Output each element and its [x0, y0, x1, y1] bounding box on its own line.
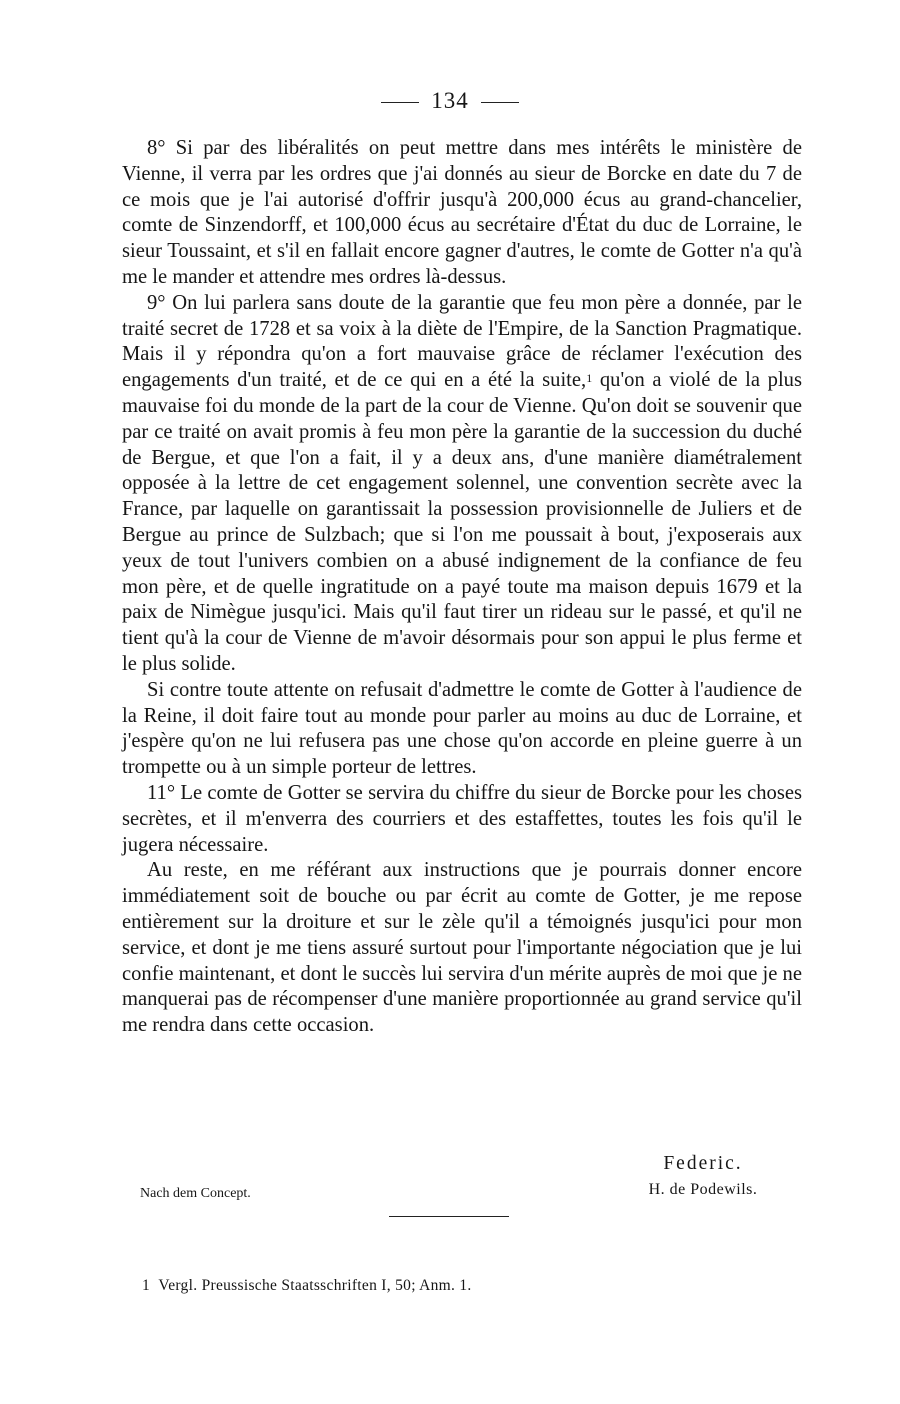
paragraph-9	[122, 291, 802, 678]
signature-area	[122, 1153, 802, 1213]
page-number: 134	[431, 88, 469, 113]
footnote-text: Vergl. Preussische Staatsschriften I, 50; Anm. 1.	[158, 1277, 472, 1294]
signature-block	[628, 1153, 778, 1199]
source-note: Nach dem Concept.	[140, 1186, 251, 1201]
body-text	[122, 136, 802, 1039]
paragraph-10: Si contre toute attente on refusait d'admettre le comte de Gotter à l'audience de la Reine, il doit faire tout au monde pour parler au moins au duc de Lorraine, et j'espère qu'on ne lui refusera pas une chose qu'on accorde en pleine guerre à un trompette ou à un simple porteur de lettres.	[122, 678, 802, 779]
footnote	[142, 1277, 472, 1295]
signature-minister: H. de Podewils.	[648, 1181, 758, 1198]
paragraph-8: 8° Si par des libéralités on peut mettre dans mes intérêts le ministère de Vienne, il verra par les ordres que j'ai donnés au sieur de Borcke en date du 7 de ce mois que je l'ai autorisé d'offrir jusqu'à 200,000 écus au grand-chancelier, comte de Sinzendorff, et 100,000 écus au secrétaire d'État du duc de Lorraine, le sieur Toussaint, et s'il en fallait encore gagner d'autres, le comte de Gotter n'a qu'à me le mander et attendre mes ordres là-dessus.	[122, 137, 802, 288]
footnote-divider	[389, 1216, 509, 1217]
paragraph-11: 11° Le comte de Gotter se servira du chiffre du sieur de Borcke pour les choses secrètes, et il m'enverra des courriers et des estaffettes, toutes les fois qu'il le jugera nécessaire.	[122, 781, 802, 856]
page-header	[0, 88, 900, 114]
header-dash-left	[381, 102, 419, 103]
header-dash-right	[481, 102, 519, 103]
paragraph-9-text-after-note: qu'on a violé de la plus mauvaise foi du monde de la part de la cour de Vienne. Qu'on doit se souvenir que par ce traité on avait promis à feu mon père la garantie de la succession du duché de Bergue, et que l'on a fait, il y a deux ans, d'une manière diamétralement opposée à la lettre de cet engagement solennel, une convention secrète avec la France, par laquelle on garantissait la possession provisionnelle de Juliers et de Bergue au prince de Sulzbach; que si l'on me poussait à bout, j'exposerais aux yeux de tout l'univers combien on a abusé indignement de la confiance de feu mon père, et de quelle ingratitude on a payé toute ma maison depuis 1679 et la paix de Nimègue jusqu'ici. Mais qu'il faut tirer un rideau sur le passé, et qu'il ne tient qu'à la cour de Vienne de m'avoir désormais pour son appui le plus ferme et le plus solide.	[122, 369, 802, 675]
footnote-reference[interactable]: 1	[586, 371, 593, 386]
paragraph-closing: Au reste, en me référant aux instructions que je pourrais donner encore immédiatement soit de bouche ou par écrit au comte de Gotter, je me repose entièrement sur la droiture et sur le zèle qu'il a témoignés jusqu'ici pour mon service, et dont je me tiens assuré surtout pour l'importante négociation que je lui confie maintenant, et dont le succès lui servira d'un mérite auprès de moi que je ne manquerai pas de récompenser d'une manière proportionnée au grand service qu'il me rendra dans cette occasion.	[122, 859, 802, 1037]
paragraph-9-text-before-note: 9° On lui parlera sans doute de la garantie que feu mon père a donnée, par le traité secret de 1728 et sa voix à la diète de l'Empire, de la Sanction Pragmatique. Mais il y répondra qu'on a fort mauvaise grâce de réclamer l'exécution des engagements d'un traité, et de ce qui en a été la suite,	[122, 291, 802, 392]
footnote-marker: 1	[142, 1277, 151, 1294]
signature-king: Federic.	[663, 1153, 743, 1174]
